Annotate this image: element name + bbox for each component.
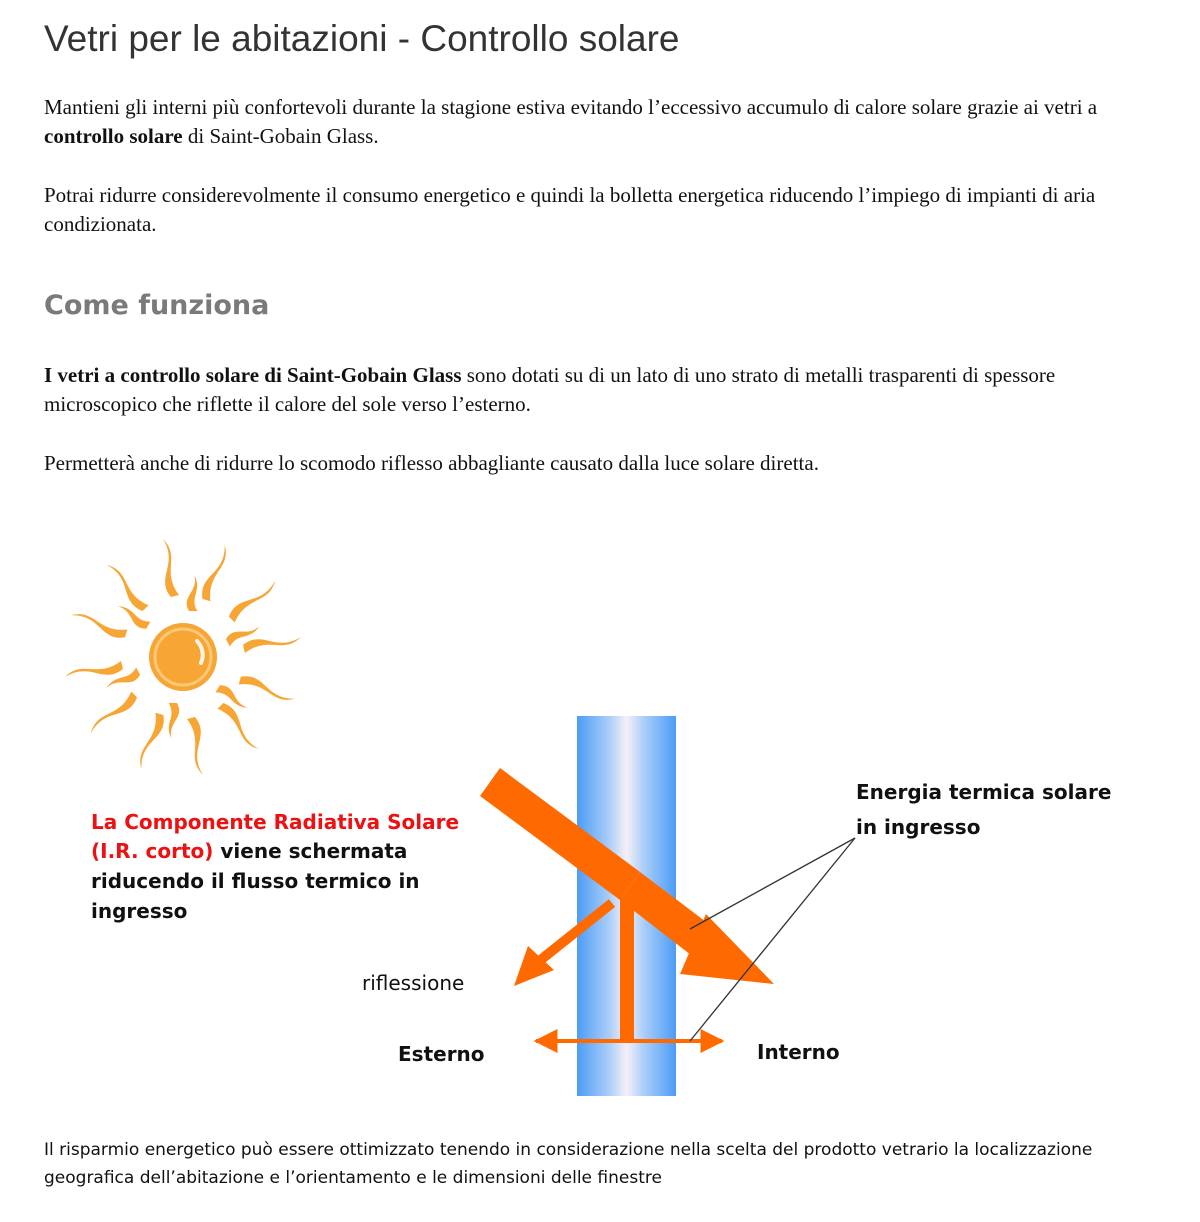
intro-1-text-after: di Saint-Gobain Glass. bbox=[182, 124, 379, 148]
page-title: Vetri per le abitazioni - Controllo solare bbox=[44, 18, 680, 59]
radiative-label-line3: riducendo il flusso termico in bbox=[91, 869, 420, 893]
energy-label-line2: in ingresso bbox=[856, 815, 981, 839]
outside-label: Esterno bbox=[398, 1042, 485, 1066]
sun-icon bbox=[65, 539, 301, 775]
radiative-red-line2: (I.R. corto) bbox=[91, 839, 214, 863]
radiative-red-line1: La Componente Radiativa Solare bbox=[91, 810, 460, 834]
footer-note: Il risparmio energetico può essere ottimizzato tenendo in considerazione nella scelta del prodotto vetrario la localizzazione geografica dell’abitazione e l’orientamento e le dimensioni delle finestre bbox=[44, 1140, 1093, 1188]
intro-1-bold: controllo solare bbox=[44, 124, 183, 148]
how-paragraph-2: Permetterà anche di ridurre lo scomodo riflesso abbagliante causato dalla luce solare diretta. bbox=[44, 451, 819, 475]
radiative-label-line2 bbox=[91, 839, 407, 863]
how-1-text-after: sono dotati su di un lato di uno strato di metalli trasparenti di spessore microscopico che riflette il calore del sole verso l’esterno. bbox=[44, 363, 1056, 416]
radiative-black-line2: viene schermata bbox=[213, 839, 408, 863]
how-paragraph-1 bbox=[44, 361, 1164, 419]
intro-paragraph-2: Potrai ridurre considerevolmente il consumo energetico e quindi la bolletta energetica riducendo l’impiego di impianti di aria condizionata. bbox=[44, 183, 1096, 236]
radiative-label-line1 bbox=[91, 810, 459, 834]
intro-1-text-before: Mantieni gli interni più confortevoli durante la stagione estiva evitando l’eccessivo accumulo di calore solare grazie ai vetri a bbox=[44, 95, 1098, 119]
inside-label: Interno bbox=[757, 1040, 840, 1064]
section-heading: Come funziona bbox=[44, 290, 270, 321]
energy-label-line1: Energia termica solare bbox=[856, 780, 1112, 804]
intro-paragraph-1 bbox=[44, 93, 1164, 151]
radiative-label-line4: ingresso bbox=[91, 899, 188, 923]
how-1-bold: I vetri a controllo solare di Saint-Gobain Glass bbox=[44, 363, 462, 387]
absorbed-stem bbox=[620, 898, 634, 1042]
solar-control-diagram bbox=[0, 520, 1200, 1110]
reflection-label: riflessione bbox=[362, 971, 465, 995]
